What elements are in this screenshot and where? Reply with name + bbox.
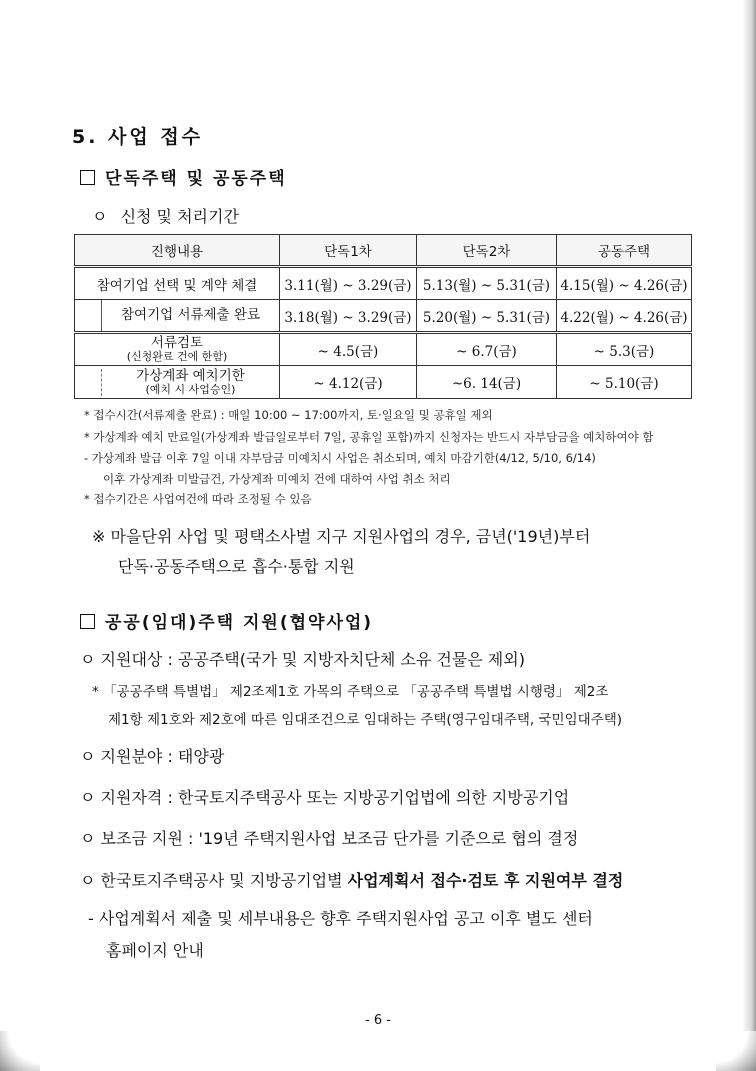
table-header-cell: 단독2차 xyxy=(417,235,557,267)
subsection-title: 공공(임대)주택 지원(협약사업) xyxy=(105,613,374,633)
item-plan-line2: 홈페이지 안내 xyxy=(106,941,204,960)
page-number: - 6 - xyxy=(365,1013,391,1028)
row-sublabel: (신청완료 건에 한함) xyxy=(126,350,228,363)
item-qualification: ㅇ 지원자격 : 한국토지주택공사 또는 지방공기업법에 의한 지방공기업 xyxy=(80,788,570,807)
row-sublabel: (예치 시 사업승인) xyxy=(145,382,236,396)
item-target-note2: 제1항 제1호와 제2호에 따른 임대조건으로 임대하는 주택(영구임대주택, 국민임대주택) xyxy=(108,712,623,728)
cell-apartment: 4.22(월) ~ 4.26(금) xyxy=(557,300,692,333)
item-target-note1: * 「공공주택 특별법」 제2조제1호 가목의 주택으로 「공공주택 특별법 시행령」 제2조 xyxy=(92,684,609,700)
checkbox-square-icon xyxy=(80,170,95,185)
row-label-cell xyxy=(75,300,280,333)
cell-apartment: ~ 5.10(금) xyxy=(557,366,692,399)
table-header-cell: 진행내용 xyxy=(75,235,280,267)
table-header-cell: 단독1차 xyxy=(280,235,417,267)
item-subsidy: ㅇ 보조금 지원 : '19년 주택지원사업 보조금 단가를 기준으로 협의 결정 xyxy=(80,829,579,848)
period-heading xyxy=(92,204,239,227)
table-row xyxy=(75,333,692,366)
cell-round1: ~ 4.12(금) xyxy=(280,366,417,399)
schedule-table xyxy=(74,234,692,399)
row-label: 참여기업 선택 및 계약 체결 xyxy=(75,267,280,300)
table-header-row xyxy=(75,235,692,267)
row-label-wrapper xyxy=(101,369,279,396)
cell-round2: ~6. 14(금) xyxy=(417,366,557,399)
note-cancel: - 가상계좌 발급 이후 7일 이내 자부담금 미예치시 사업은 취소되며, 예치 마감기한(4/12, 5/10, 6/14) xyxy=(84,451,596,465)
cell-apartment: ~ 5.3(금) xyxy=(557,333,692,366)
item-target: ㅇ 지원대상 : 공공주택(국가 및 지방자치단체 소유 건물은 제외) xyxy=(80,650,525,669)
note-hours: * 접수시간(서류제출 완료) : 매일 10:00 ~ 17:00까지, 토·일요일 및 공휴일 제외 xyxy=(84,408,493,422)
note-deposit: * 가상계좌 예치 만료일(가상계좌 발급일로부터 7일, 공휴일 포함)까지 신청자는 반드시 자부담금을 예치하여야 함 xyxy=(84,430,654,444)
item-decision-text: ㅇ 한국토지주택공사 및 지방공기업별 xyxy=(80,871,348,890)
table-row xyxy=(75,366,692,399)
cell-round1: 3.18(월) ~ 3.29(금) xyxy=(280,300,417,333)
cell-round2: 5.20(월) ~ 5.31(금) xyxy=(417,300,557,333)
table-row xyxy=(75,300,692,333)
cell-round2: ~ 6.7(금) xyxy=(417,333,557,366)
remark-line2: 단독·공동주택으로 흡수·통합 지원 xyxy=(118,557,355,576)
item-decision-bold: 사업계획서 접수·검토 후 지원여부 결정 xyxy=(347,871,624,890)
cell-round2: 5.13(월) ~ 5.31(금) xyxy=(417,267,557,300)
table-row xyxy=(75,267,692,300)
page-curl-right xyxy=(716,1031,756,1071)
page-curl-left xyxy=(0,1031,40,1071)
subsection-title: 단독주택 및 공동주택 xyxy=(105,169,287,189)
section-title: 5. 사업 접수 xyxy=(72,126,204,148)
subsection-heading-public xyxy=(80,608,373,633)
row-label-cell xyxy=(75,333,280,366)
item-field: ㅇ 지원분야 : 태양광 xyxy=(80,747,225,766)
row-label-cell xyxy=(75,366,280,399)
row-label: 참여기업 서류제출 완료 xyxy=(101,300,279,331)
cell-round1: 3.11(월) ~ 3.29(금) xyxy=(280,267,417,300)
item-decision xyxy=(80,868,623,891)
item-plan-line1: - 사업계획서 제출 및 세부내용은 향후 주택지원사업 공고 이후 별도 센터 xyxy=(88,909,593,928)
circle-bullet-icon: ㅇ xyxy=(92,207,108,226)
note-adjust: * 접수기간은 사업여건에 따라 조정될 수 있음 xyxy=(84,492,312,506)
row-label: 가상계좌 예치기한 xyxy=(136,367,245,384)
note-cancel-cont: 이후 가상계좌 미발급건, 가상계좌 미예치 건에 대하여 사업 취소 처리 xyxy=(103,472,451,486)
subsection-heading-housing xyxy=(80,164,287,189)
page-edge-shadow xyxy=(742,0,756,1071)
cell-apartment: 4.15(월) ~ 4.26(금) xyxy=(557,267,692,300)
row-label: 서류검토 xyxy=(150,335,204,351)
checkbox-square-icon xyxy=(80,614,95,629)
cell-round1: ~ 4.5(금) xyxy=(280,333,417,366)
table-header-cell: 공동주택 xyxy=(557,235,692,267)
period-title: 신청 및 처리기간 xyxy=(120,207,239,226)
remark-line1: ※ 마을단위 사업 및 평택소사벌 지구 지원사업의 경우, 금년('19년)부터 xyxy=(92,527,591,546)
